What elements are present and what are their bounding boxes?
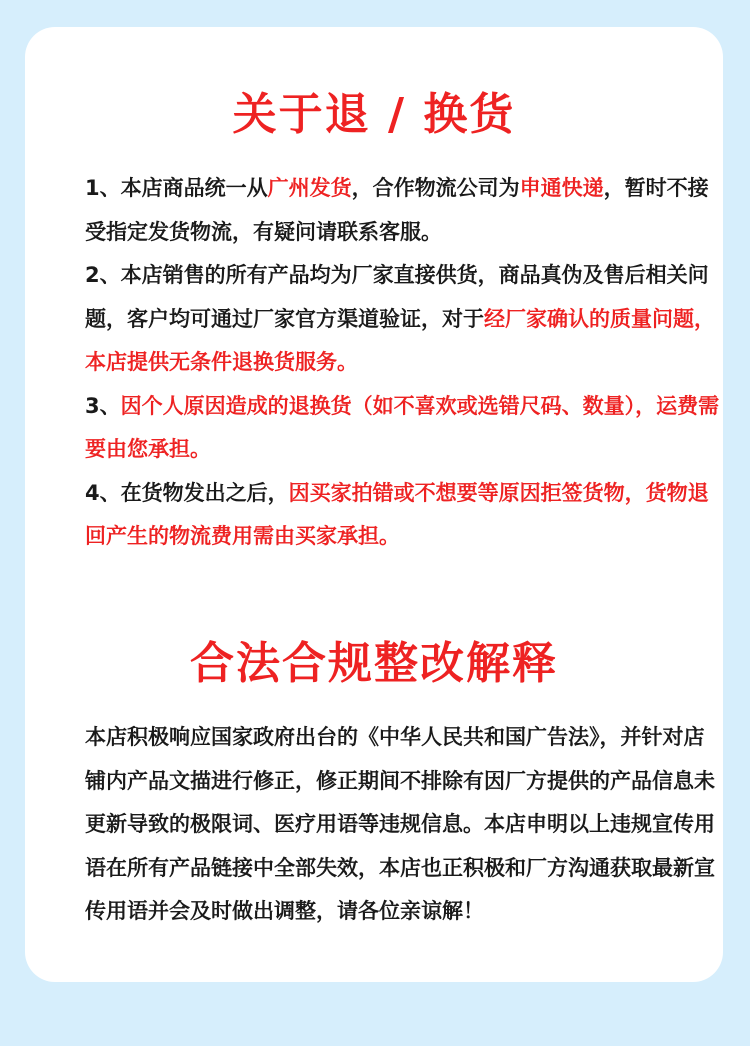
policy-item-3-seg-1: 因个人原因造成的退换货（如不喜欢或选错尺码、数量），运费需要由您承担。: [85, 393, 720, 461]
policy-item-1-seg-3: 申通快递: [519, 176, 604, 200]
policy-item-1-seg-0: 1、本店商品统一从: [85, 176, 268, 200]
return-policy-list: [85, 167, 725, 559]
policy-item-4-seg-0: 4、在货物发出之后，: [85, 480, 289, 505]
policy-item-4-seg-1: 因买家拍错或不想要等原因拒签货物，货物退回产生的物流费用需由买家承担。: [85, 480, 709, 548]
compliance-text: [85, 716, 725, 934]
policy-item-1-seg-4: ，暂时不接受指定发货物流，有疑问请联系客服。: [85, 176, 709, 244]
policy-item-1-seg-1: 广州发货: [267, 176, 352, 200]
policy-item-3-seg-0: 3、: [85, 393, 121, 418]
policy-item-1: [85, 167, 725, 254]
compliance-title: 合法合规整改解释: [190, 638, 558, 689]
compliance-paragraph: 本店积极响应国家政府出台的《中华人民共和国广告法》，并针对店铺内产品文描进行修正，修正期间不排除有因厂方提供的产品信息未更新导致的极限词、医疗用语等违规信息。本店申明以上违规宣传用语在所有产品链接中全部失效，本店也正积极和厂方沟通获取最新宣传用语并会及时做出调整，请各位亲谅解！: [85, 725, 715, 923]
policy-item-4: [85, 472, 725, 559]
policy-item-2: [85, 254, 725, 385]
policy-item-2-seg-0: 2、本店销售的所有产品均为厂家直接供货，商品真伪及售后相关问题，客户均可通过厂家官方渠道验证，对于: [85, 263, 709, 331]
return-exchange-title: 关于退 / 换货: [232, 89, 516, 140]
info-card: [25, 27, 723, 982]
policy-item-2-seg-1: 经厂家确认的质量问题，本店提供无条件退换货服务。: [85, 306, 715, 374]
policy-item-3: [85, 385, 725, 472]
policy-item-1-seg-2: ，合作物流公司为: [351, 176, 520, 200]
